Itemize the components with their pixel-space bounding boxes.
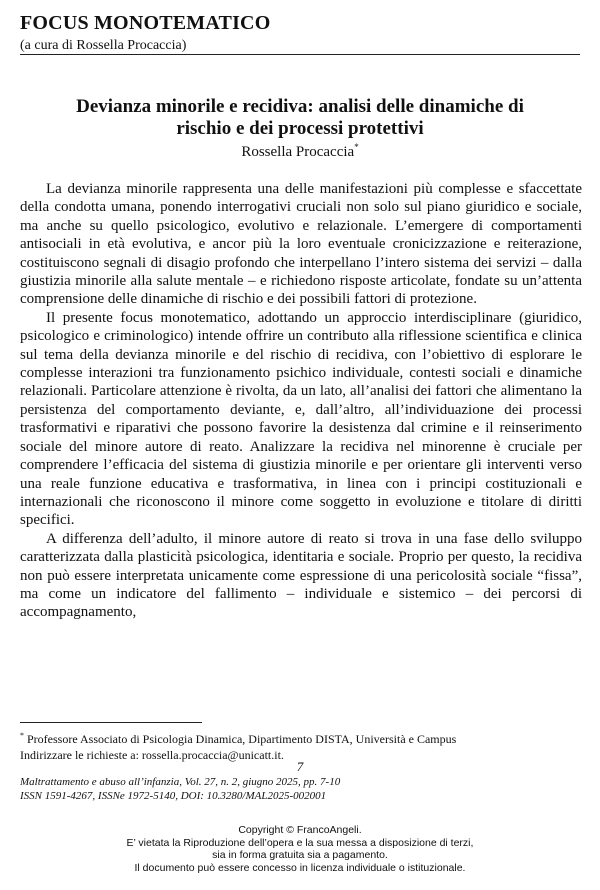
article-title-line-2: rischio e dei processi protettivi xyxy=(176,118,424,139)
footnote-affiliation: Professore Associato di Psicologia Dinamica, Dipartimento DISTA, Università e Campus xyxy=(27,732,457,746)
header-divider xyxy=(20,54,580,55)
section-title: FOCUS MONOTEMATICO xyxy=(20,12,271,34)
journal-issn-doi: ISSN 1591-4267, ISSNe 1972-5140, DOI: 10.3280/MAL2025-002001 xyxy=(20,790,327,802)
paragraph-2: Il presente focus monotematico, adottando un approccio interdisciplinare (giuridico, psicologico e criminologico) intende offrire un contributo alla riflessione scientifica e clinica sul tema della devianza minorile e del rischio di recidiva, con l’obiettivo di esplorare le complesse interazioni tra funzionamento psichico individuale, contesti sociali e dinamiche relazionali. Particolare attenzione è rivolta, da un lato, all’analisi dei fattori che alimentano la persistenza del comportamento deviante, e, dall’altro, all’individuazione dei processi trasformativi e riparativi che possono favorire la desistenza dal crimine e il reinserimento sociale del minore autore di reato. Analizzare la recidiva nel minorenne è cruciale per comprendere l’efficacia del sistema di giustizia minorile e per orientare gli interventi verso una reale funzione educativa e trasformativa, in linea con i principi costituzionali e internazionali che riconoscono il minore come soggetto in evoluzione e titolare di diritti specifici. xyxy=(20,309,582,529)
footnote-contact: Indirizzare le richieste a: rossella.procaccia@unicatt.it. xyxy=(20,748,284,762)
author-name: Rossella Procaccia xyxy=(241,144,355,160)
paragraph-1: La devianza minorile rappresenta una delle manifestazioni più complesse e sfaccettate della condotta umana, ponendo interrogativi cruciali non solo sul piano giuridico e sociale, ma anche su quello psicologico, evolutivo e relazionale. L’emergere di comportamenti antisociali in età evolutiva, e ancor più la loro eventuale cronicizzazione e reiterazione, costituiscono segnali di disagio profondo che interpellano l’intero sistema dei servizi – dalla giustizia minorile alla salute mentale – e richiedono risposte articolate, fondate su un’attenta comprensione delle dinamiche di rischio e dei possibili fattori di protezione. xyxy=(20,181,582,308)
footnote-mark: * xyxy=(20,731,24,740)
section-curator: (a cura di Rossella Procaccia) xyxy=(20,38,187,53)
copyright-line-4: Il documento può essere concesso in licenza individuale o istituzionale. xyxy=(134,861,466,874)
page-number: 7 xyxy=(296,759,304,774)
article-body xyxy=(20,180,582,622)
footnote xyxy=(20,728,582,763)
copyright-line-1: Copyright © FrancoAngeli. xyxy=(238,824,362,836)
copyright-notice xyxy=(0,824,600,874)
copyright-line-3: sia in forma gratuita sia a pagamento. xyxy=(212,849,388,862)
article-title-line-1: Devianza minorile e recidiva: analisi delle dinamiche di xyxy=(76,96,524,117)
article-author xyxy=(20,142,580,161)
journal-info xyxy=(20,775,580,803)
footnote-divider xyxy=(20,722,202,723)
article-title xyxy=(20,96,580,140)
journal-citation: Maltrattamento e abuso all’infanzia, Vol. 27, n. 2, giugno 2025, pp. 7-10 xyxy=(20,776,341,788)
copyright-line-2: E’ vietata la Riproduzione dell’opera e la sua messa a disposizione di terzi, xyxy=(126,836,474,849)
author-footnote-mark: * xyxy=(354,142,359,152)
paragraph-3: A differenza dell’adulto, il minore autore di reato si trova in una fase dello sviluppo caratterizzata dalla plasticità psicologica, identitaria e sociale. Proprio per questo, la recidiva non può essere interpretata unicamente come espressione di una pericolosità sociale “fissa”, ma come un indicatore del fallimento – individuale e sistemico – dei percorsi di accompagnamento, xyxy=(20,530,582,621)
